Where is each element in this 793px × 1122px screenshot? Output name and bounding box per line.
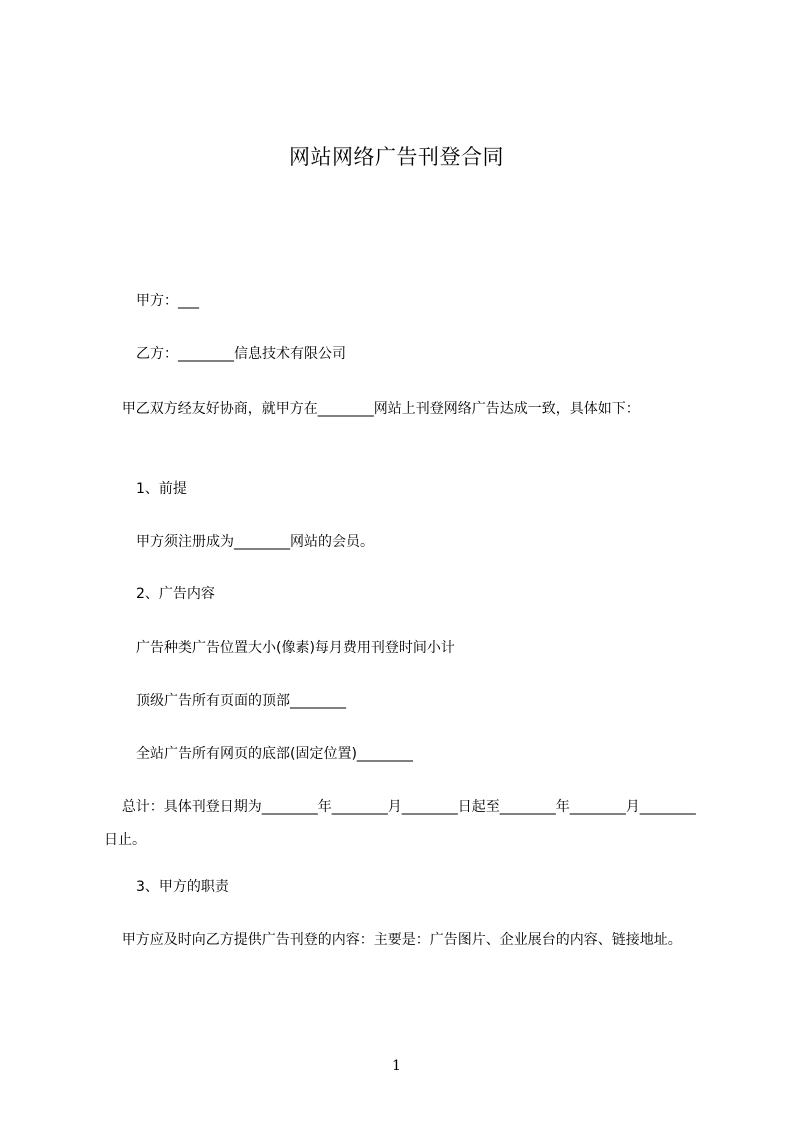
section-3-heading: 3、甲方的职责 xyxy=(136,879,229,895)
party-a-line: 甲方：___ xyxy=(136,293,199,309)
section-1-heading: 1、前提 xyxy=(136,481,187,497)
ad-table-header: 广告种类广告位置大小(像素)每月费用刊登时间小计 xyxy=(136,640,455,656)
page-number: 1 xyxy=(392,1058,401,1074)
document-title: 网站网络广告刊登合同 xyxy=(289,145,504,169)
party-b-line: 乙方：________信息技术有限公司 xyxy=(136,346,346,362)
ad-row-site-wide: 全站广告所有网页的底部(固定位置)________ xyxy=(136,746,413,762)
total-paragraph: 总计：具体刊登日期为________年________月________日起至________年________月________日止。 xyxy=(104,799,696,848)
section-1-text: 甲方须注册成为________网站的会员。 xyxy=(136,534,374,550)
section-3-text: 甲方应及时向乙方提供广告刊登的内容：主要是：广告图片、企业展台的内容、链接地址。 xyxy=(104,932,682,948)
ad-row-top-banner: 顶级广告所有页面的顶部________ xyxy=(136,693,346,709)
section-2-heading: 2、广告内容 xyxy=(136,586,215,602)
intro-paragraph: 甲乙双方经友好协商，就甲方在________网站上刊登网络广告达成一致，具体如下： xyxy=(104,401,640,417)
